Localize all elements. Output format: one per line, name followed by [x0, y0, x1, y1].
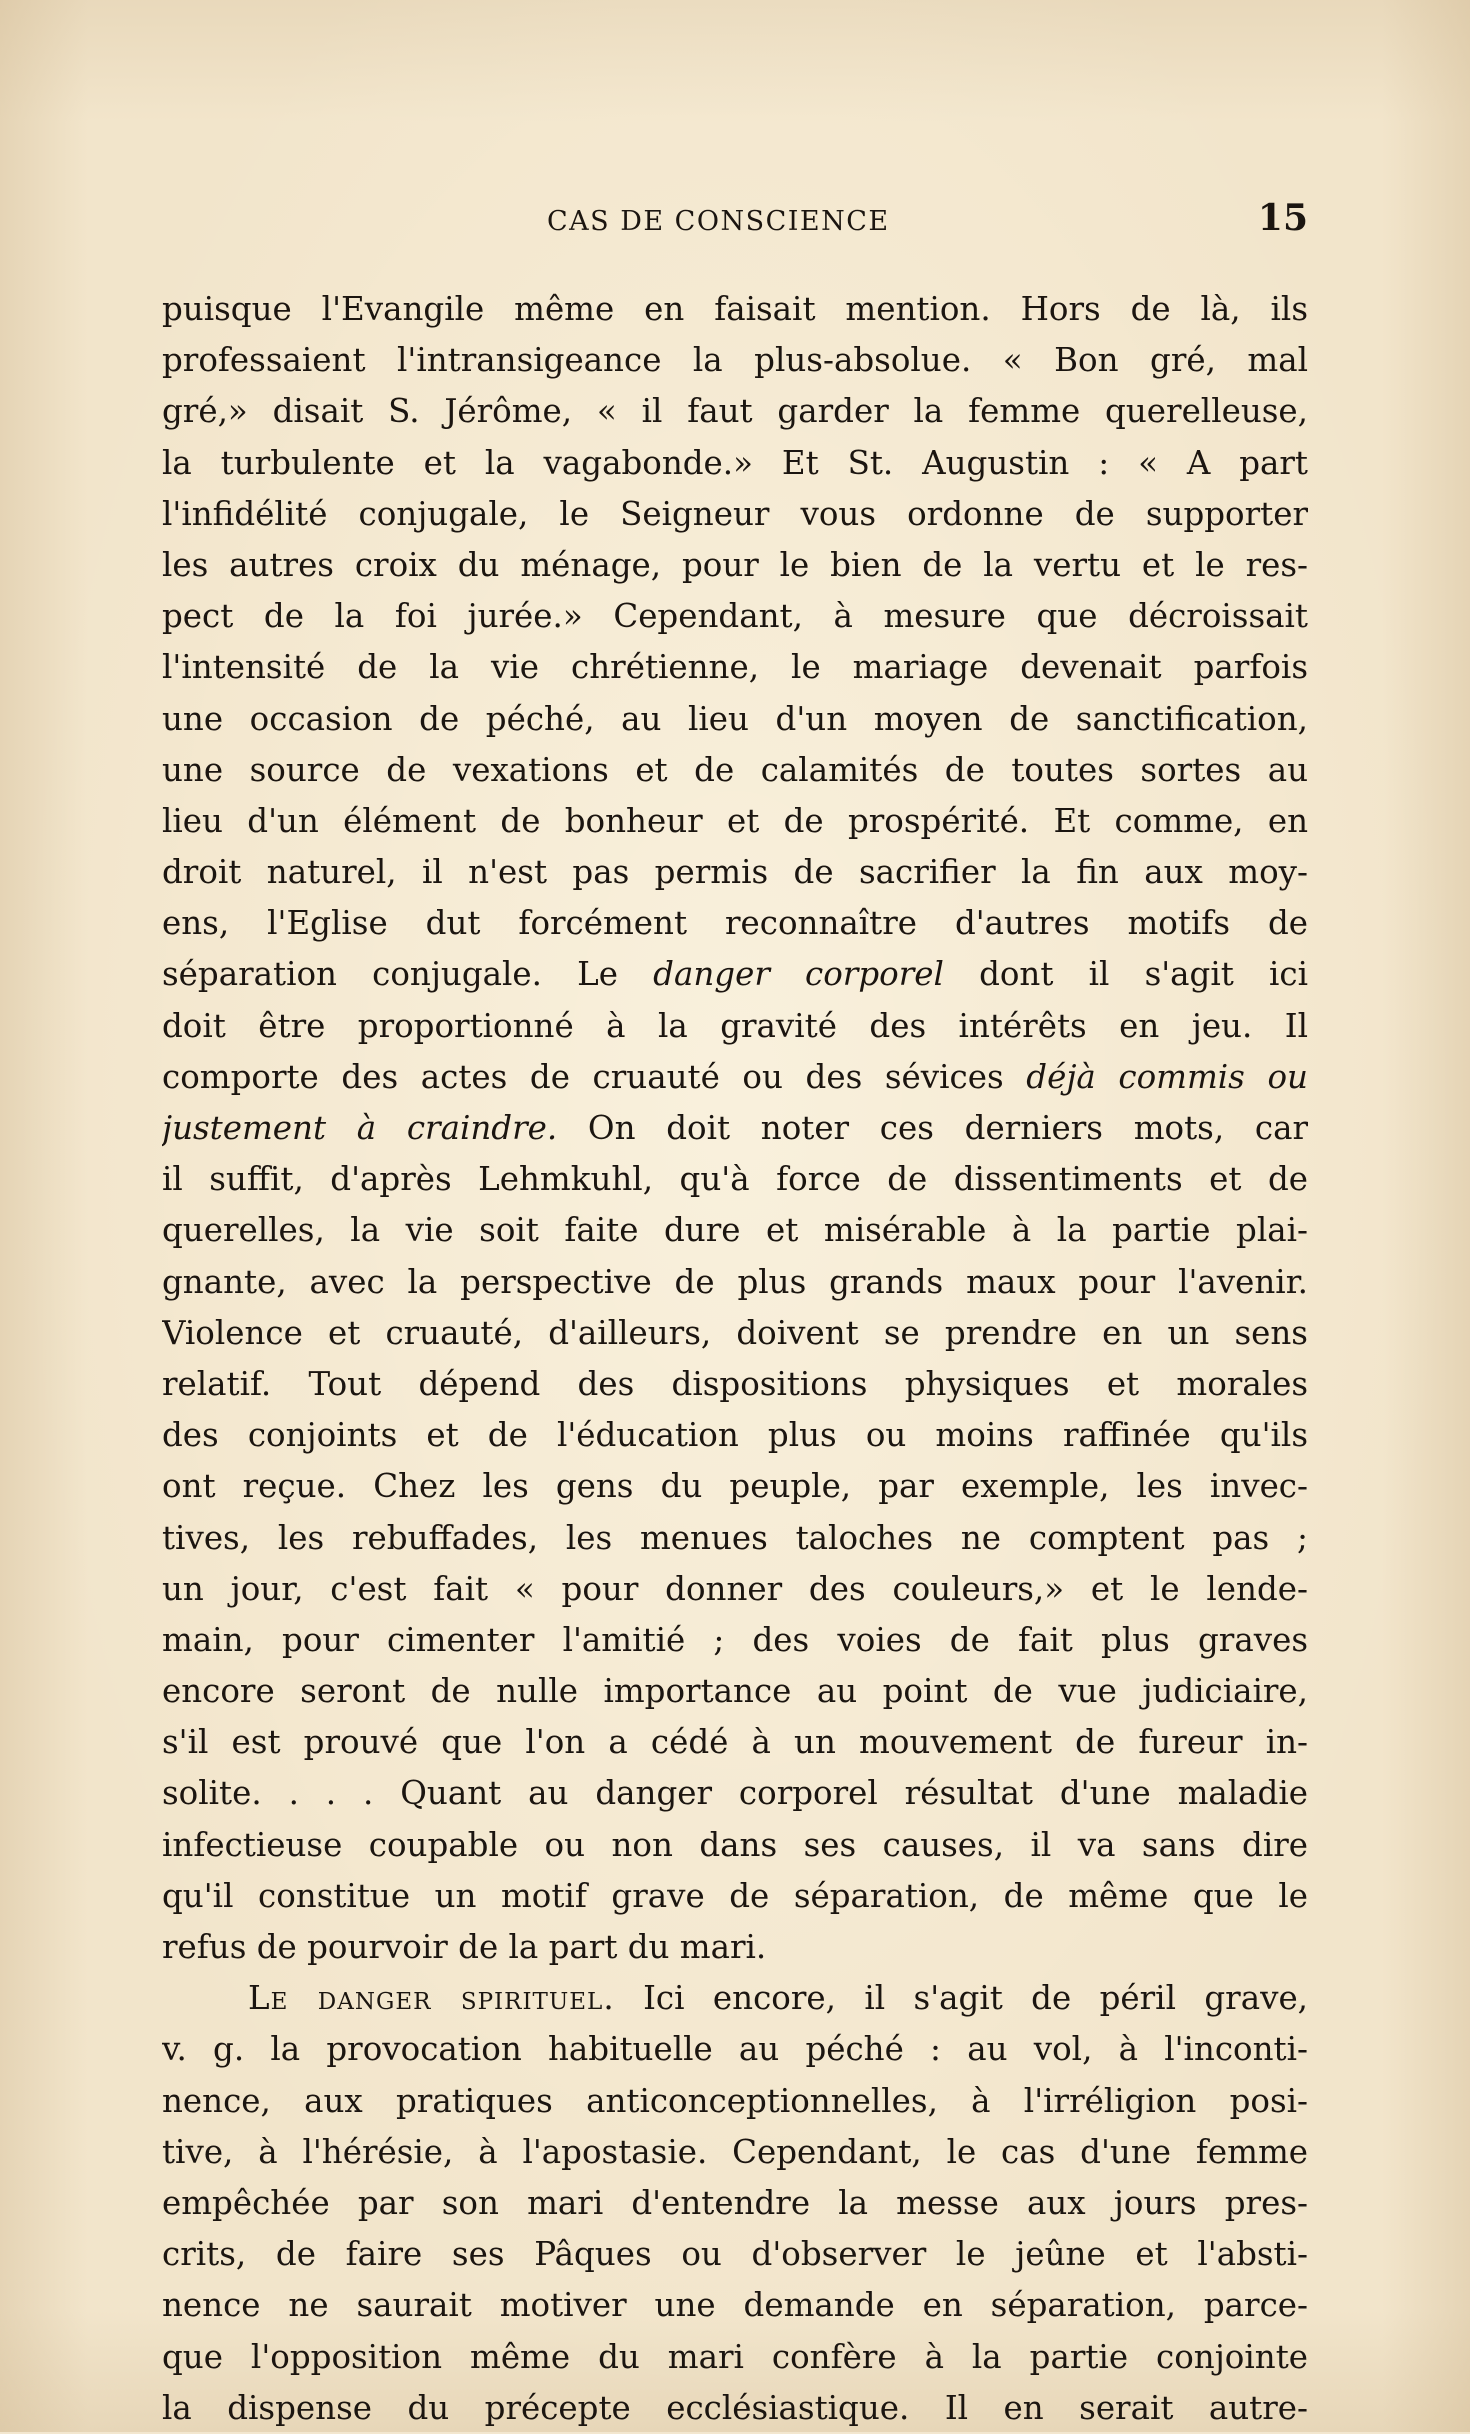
text-line: main, pour cimenter l'amitié ; des voies de fait plus graves	[162, 1620, 1308, 1659]
text-line	[162, 949, 1308, 1000]
text-run: dont il s'agit ici	[979, 955, 1308, 994]
text-line: solite. . . . Quant au danger corporel résultat d'une maladie	[162, 1774, 1308, 1813]
text-line: empêchée par son mari d'entendre la messe aux jours pres-	[162, 2183, 1308, 2222]
text-line: l'intensité de la vie chrétienne, le mariage devenait parfois	[162, 648, 1308, 687]
text-line: tives, les rebuffades, les menues taloches ne comptent pas ;	[162, 1518, 1308, 1557]
italic-run: justement à craindre.	[162, 1109, 558, 1147]
text-line: s'il est prouvé que l'on a cédé à un mouvement de fureur in-	[162, 1723, 1308, 1762]
text-line: une source de vexations et de calamités de toutes sortes au	[162, 750, 1308, 789]
text-run: comporte des actes de cruauté ou des sévices	[162, 1057, 1004, 1096]
text-line: droit naturel, il n'est pas permis de sacrifier la fin aux moy-	[162, 853, 1308, 892]
text-line: professaient l'intransigeance la plus-absolue. « Bon gré, mal	[162, 341, 1308, 380]
text-line: refus de pourvoir de la part du mari.	[162, 1928, 767, 1966]
page-number: 15	[1257, 197, 1308, 239]
text-line: la turbulente et la vagabonde.» Et St. Augustin : « A part	[162, 443, 1308, 482]
text-line: relatif. Tout dépend des dispositions physiques et morales	[162, 1364, 1308, 1403]
text-line: ens, l'Eglise dut forcément reconnaître d'autres motifs de	[162, 904, 1308, 943]
text-run: séparation conjugale. Le	[162, 955, 618, 994]
body-text	[162, 284, 1308, 2434]
text-line: les autres croix du ménage, pour le bien de la vertu et le res-	[162, 545, 1308, 584]
text-line: gré,» disait S. Jérôme, « il faut garder la femme querelleuse,	[162, 392, 1308, 431]
text-line: infectieuse coupable ou non dans ses causes, il va sans dire	[162, 1825, 1308, 1864]
text-line: un jour, c'est fait « pour donner des couleurs,» et le lende-	[162, 1569, 1308, 1608]
text-line: ont reçue. Chez les gens du peuple, par exemple, les invec-	[162, 1467, 1308, 1506]
text-line: des conjoints et de l'éducation plus ou moins raffinée qu'ils	[162, 1416, 1308, 1455]
text-line: pect de la foi jurée.» Cependant, à mesure que décroissait	[162, 597, 1308, 636]
text-line: que l'opposition même du mari confère à la partie conjointe	[162, 2337, 1308, 2376]
text-line	[162, 1103, 1308, 1154]
text-run: On doit noter ces derniers mots, car	[587, 1109, 1308, 1147]
text-line: la dispense du précepte ecclésiastique. Il en serait autre-	[162, 2388, 1308, 2427]
text-line: lieu d'un élément de bonheur et de prospérité. Et comme, en	[162, 801, 1308, 840]
text-line: gnante, avec la perspective de plus grands maux pour l'avenir.	[162, 1262, 1308, 1301]
italic-run: déjà commis ou	[1026, 1057, 1308, 1096]
text-line: puisque l'Evangile même en faisait mention. Hors de là, ils	[162, 290, 1308, 328]
text-line: querelles, la vie soit faite dure et misérable à la partie plai-	[162, 1211, 1308, 1250]
small-caps-run: Le danger spirituel.	[248, 1979, 615, 2018]
text-line: crits, de faire ses Pâques ou d'observer le jeûne et l'absti-	[162, 2235, 1308, 2274]
running-head	[162, 197, 1308, 242]
text-line: Violence et cruauté, d'ailleurs, doivent se prendre en un sens	[162, 1313, 1308, 1352]
text-line: tive, à l'hérésie, à l'apostasie. Cependant, le cas d'une femme	[162, 2132, 1308, 2171]
text-line: doit être proportionné à la gravité des intérêts en jeu. Il	[162, 1006, 1308, 1045]
text-line: encore seront de nulle importance au point de vue judiciaire,	[162, 1672, 1308, 1711]
text-line: nence, aux pratiques anticonceptionnelles, à l'irréligion posi-	[162, 2081, 1308, 2120]
text-line: nence ne saurait motiver une demande en séparation, parce-	[162, 2286, 1308, 2325]
text-line: l'infidélité conjugale, le Seigneur vous ordonne de supporter	[162, 494, 1308, 533]
text-line	[162, 1973, 1308, 2024]
text-line: une occasion de péché, au lieu d'un moyen de sanctification,	[162, 699, 1308, 738]
italic-run: danger corporel	[653, 955, 944, 994]
text-line: v. g. la provocation habituelle au péché : au vol, à l'inconti-	[162, 2030, 1308, 2069]
text-line: il suffit, d'après Lehmkuhl, qu'à force de dissentiments et de	[162, 1160, 1308, 1199]
text-line: qu'il constitue un motif grave de séparation, de même que le	[162, 1876, 1308, 1915]
text-line	[162, 1052, 1308, 1103]
running-title: CAS DE CONSCIENCE	[547, 206, 890, 237]
text-run: Ici encore, il s'agit de péril grave,	[643, 1979, 1308, 2018]
